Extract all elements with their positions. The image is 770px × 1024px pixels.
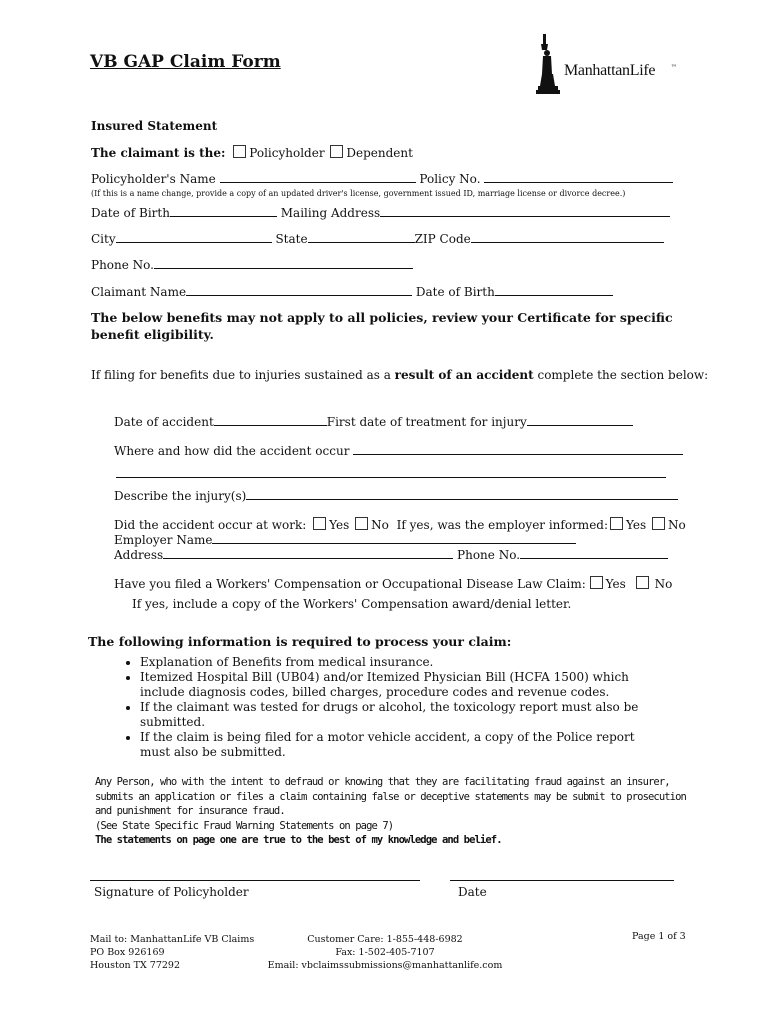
statue-of-liberty-icon (535, 34, 561, 96)
fraud-see-note: (See State Specific Fraud Warning Statements on page 7) (95, 819, 394, 832)
footer-mail-to-line: Mail to: ManhattanLife VB Claims (90, 934, 255, 945)
where-how-field-line2[interactable] (116, 465, 666, 478)
dependent-checkbox[interactable] (330, 145, 343, 158)
at-work-row (114, 517, 686, 532)
where-how-field[interactable] (353, 443, 683, 455)
page-title: VB GAP Claim Form (90, 52, 281, 72)
footer-city: Houston TX 77292 (90, 960, 181, 971)
accident-date-field[interactable] (214, 414, 327, 426)
accident-intro-prefix: If filing for benefits due to injuries sustained as a (91, 368, 395, 382)
list-item: • Explanation of Benefits from medical insurance. (140, 655, 652, 670)
employer-name-label: Employer Name (114, 533, 213, 547)
workers-comp-no-checkbox[interactable] (636, 576, 649, 589)
employer-informed-yes-checkbox[interactable] (610, 517, 623, 530)
dob-field[interactable] (170, 205, 277, 217)
workers-comp-yes-checkbox[interactable] (590, 576, 603, 589)
employer-address-field[interactable] (163, 547, 453, 559)
first-treatment-label: First date of treatment for injury (326, 415, 527, 429)
employer-address-row (114, 547, 668, 562)
footer-mail-to (90, 933, 254, 972)
footer-email: Email: vbclaimssubmissions@manhattanlife.com (267, 960, 503, 971)
employer-informed-no-checkbox[interactable] (652, 517, 665, 530)
list-item: • If the claimant was tested for drugs or alcohol, the toxicology report must also be submitted. (140, 700, 652, 730)
footer-customer-care: Customer Care: 1-855-448-6982 (307, 934, 463, 945)
dob-label: Date of Birth (91, 206, 170, 220)
accident-date-label: Date of accident (114, 415, 214, 429)
at-work-yes-checkbox[interactable] (313, 517, 326, 530)
zip-field[interactable] (471, 231, 664, 243)
footer-po-box: PO Box 926169 (90, 947, 165, 958)
mailing-address-label: Mailing Address (280, 206, 381, 220)
logo-text: ManhattanLife (564, 62, 656, 79)
mailing-address-field[interactable] (380, 205, 670, 217)
employer-address-label: Address (114, 548, 164, 562)
state-field[interactable] (308, 231, 415, 243)
claimant-type-row (91, 145, 413, 160)
workers-comp-label: Have you filed a Workers' Compensation or Occupational Disease Law Claim: (114, 577, 586, 591)
affirmation-text: The statements on page one are true to the best of my knowledge and belief. (95, 834, 502, 846)
signature-date-label: Date (458, 885, 487, 899)
accident-intro-emphasis: result of an accident (394, 368, 534, 382)
describe-injury-label: Describe the injury(s) (114, 489, 247, 503)
policyholder-checkbox[interactable] (233, 145, 246, 158)
at-work-yes-label: Yes (329, 518, 350, 532)
name-change-note: (If this is a name change, provide a copy of an updated driver's license, government issued ID, marriage license or divorce decree.) (91, 189, 626, 198)
list-item: • Itemized Hospital Bill (UB04) and/or Itemized Physician Bill (HCFA 1500) which include diagnosis codes, billed charges, procedure codes and revenue codes. (140, 670, 652, 700)
policyholder-option-label: Policyholder (249, 146, 325, 160)
employer-name-field[interactable] (212, 532, 576, 544)
city-state-zip-row (91, 231, 664, 246)
accident-date-row (114, 414, 633, 429)
signature-label: Signature of Policyholder (94, 885, 249, 899)
dob-address-row (91, 205, 670, 220)
city-label: City (91, 232, 116, 246)
fraud-statement (95, 775, 695, 848)
benefits-note (91, 309, 673, 343)
at-work-label: Did the accident occur at work: (114, 518, 307, 532)
policyholder-name-label: Policyholder's Name (91, 172, 216, 186)
employer-phone-label: Phone No. (457, 548, 521, 562)
footer-contact (260, 933, 510, 972)
claimant-name-row (91, 284, 613, 299)
signature-date-field[interactable] (450, 880, 674, 881)
where-how-row (114, 443, 683, 458)
state-label: State (275, 232, 308, 246)
phone-field[interactable] (154, 257, 413, 269)
claimant-name-label: Claimant Name (91, 285, 187, 299)
workers-comp-note: If yes, include a copy of the Workers' Compensation award/denial letter. (132, 597, 572, 611)
logo-trademark: ™ (671, 64, 677, 71)
dependent-option-label: Dependent (346, 146, 413, 160)
employer-informed-yes-label: Yes (626, 518, 647, 532)
claimant-dob-field[interactable] (495, 284, 613, 296)
workers-comp-yes-label: Yes (605, 577, 626, 591)
policyholder-name-field[interactable] (220, 171, 416, 183)
fraud-warning-text: Any Person, who with the intent to defraud or knowing that they are facilitating fraud against an insurer, submits an application or files a claim containing false or deceptive statements may be submit to prosecution and punishment for insurance fraud. (95, 776, 686, 817)
claimant-label: The claimant is the: (91, 146, 226, 160)
policy-number-label: Policy No. (419, 172, 481, 186)
accident-intro (91, 368, 708, 382)
claimant-name-field[interactable] (186, 284, 412, 296)
employer-phone-field[interactable] (520, 547, 668, 559)
page-number: Page 1 of 3 (632, 931, 686, 942)
signature-field[interactable] (90, 880, 420, 881)
employer-informed-label: If yes, was the employer informed: (396, 518, 609, 532)
city-field[interactable] (116, 231, 272, 243)
workers-comp-row (114, 576, 672, 591)
describe-injury-row (114, 488, 678, 503)
insured-statement-heading: Insured Statement (91, 119, 218, 133)
where-how-label: Where and how did the accident occur (114, 444, 350, 458)
workers-comp-no-label: No (654, 577, 673, 591)
at-work-no-checkbox[interactable] (355, 517, 368, 530)
policy-number-field[interactable] (484, 171, 673, 183)
first-treatment-field[interactable] (527, 414, 633, 426)
employer-name-row (114, 532, 576, 547)
benefits-note-line1: The below benefits may not apply to all policies, review your Certificate for specific (91, 310, 673, 325)
required-info-list (92, 655, 652, 760)
benefits-note-line2: benefit eligibility. (91, 327, 214, 342)
describe-injury-field[interactable] (246, 488, 678, 500)
claimant-dob-label: Date of Birth (415, 285, 495, 299)
employer-informed-no-label: No (667, 518, 686, 532)
policyholder-name-row (91, 171, 673, 186)
list-item: • If the claim is being filed for a motor vehicle accident, a copy of the Police report must also be submitted. (140, 730, 652, 760)
required-info-heading: The following information is required to process your claim: (88, 634, 512, 649)
at-work-no-label: No (371, 518, 389, 532)
phone-row (91, 257, 413, 272)
zip-label: ZIP Code (414, 232, 471, 246)
phone-label: Phone No. (91, 258, 154, 272)
footer-fax: Fax: 1-502-405-7107 (335, 947, 435, 958)
accident-intro-suffix: complete the section below: (533, 368, 709, 382)
